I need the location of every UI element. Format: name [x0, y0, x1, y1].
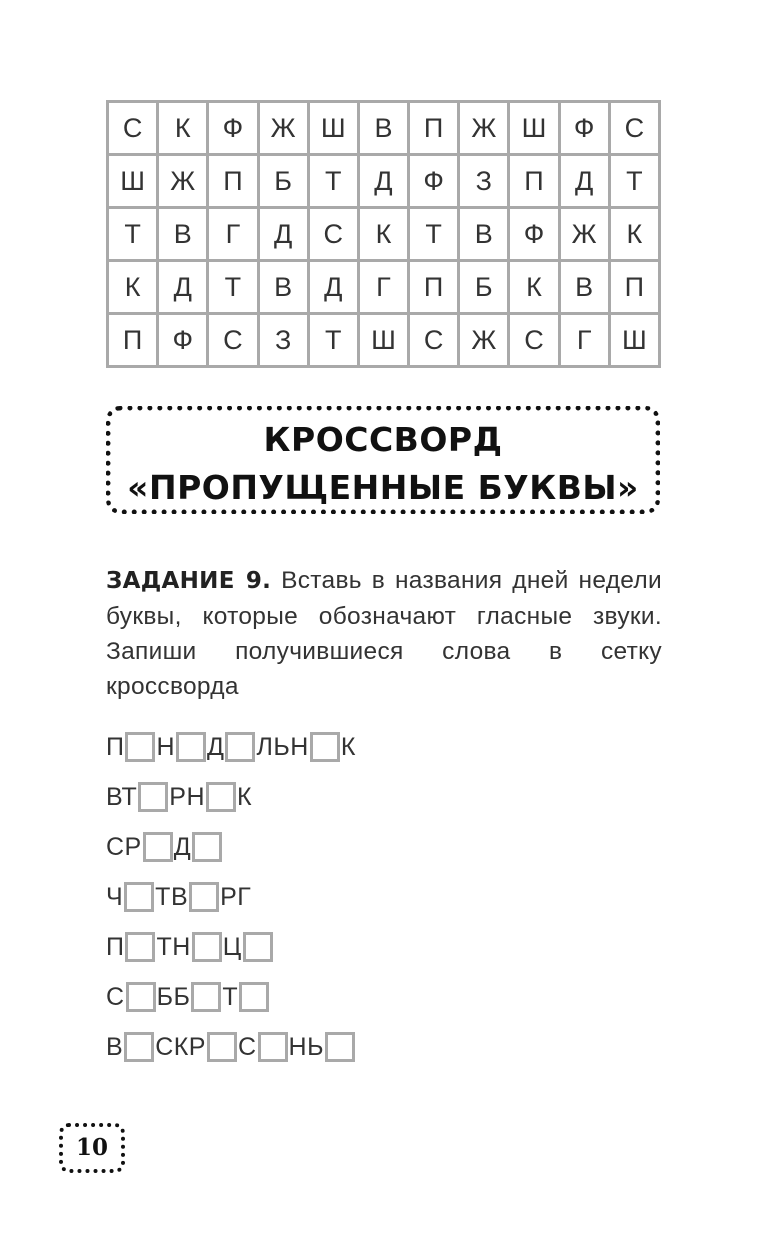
letter-blank-box[interactable]: [325, 1032, 355, 1062]
grid-row: [108, 102, 660, 155]
word-fragment: С: [237, 1032, 257, 1061]
crossword-title-box: [106, 406, 660, 514]
letter-blank-box[interactable]: [125, 732, 155, 762]
word-fragment: Н: [156, 732, 176, 761]
word-row: [106, 822, 356, 872]
letter-blank-box[interactable]: [138, 782, 168, 812]
grid-cell: С: [609, 102, 659, 155]
word-row: [106, 772, 356, 822]
grid-cell: В: [258, 261, 308, 314]
word-fragment: ЛЬН: [256, 732, 309, 761]
word-fragment: РГ: [220, 882, 252, 911]
title-line-2: «ПРОПУЩЕННЫЕ БУКВЫ»: [127, 468, 639, 507]
letter-blank-box[interactable]: [310, 732, 340, 762]
word-fragment: П: [106, 732, 125, 761]
grid-cell: П: [409, 261, 459, 314]
grid-cell: Ш: [108, 155, 158, 208]
grid-cell: Ф: [509, 208, 559, 261]
grid-cell: С: [208, 314, 258, 367]
word-list: [106, 722, 356, 1072]
word-fragment: П: [106, 932, 125, 961]
grid-cell: К: [108, 261, 158, 314]
grid-cell: Б: [459, 261, 509, 314]
word-fragment: ТН: [156, 932, 191, 961]
grid-cell: Т: [609, 155, 659, 208]
grid-cell: Д: [158, 261, 208, 314]
letter-blank-box[interactable]: [126, 982, 156, 1012]
word-fragment: НЬ: [288, 1032, 325, 1061]
word-fragment: В: [106, 1032, 124, 1061]
word-fragment: СР: [106, 832, 142, 861]
grid-cell: С: [108, 102, 158, 155]
letter-blank-box[interactable]: [207, 1032, 237, 1062]
grid-cell: Б: [258, 155, 308, 208]
grid-cell: Ж: [459, 102, 509, 155]
task-text: Вставь в названия дней недели буквы, которые обозначают гласные звуки. Запиши получившиеся слова в сетку кроссворда: [106, 567, 662, 700]
grid-cell: Ш: [509, 102, 559, 155]
grid-cell: Ж: [258, 102, 308, 155]
letter-blank-box[interactable]: [206, 782, 236, 812]
grid-cell: Д: [308, 261, 358, 314]
grid-cell: Д: [358, 155, 408, 208]
grid-cell: Т: [208, 261, 258, 314]
grid-cell: П: [509, 155, 559, 208]
grid-cell: В: [358, 102, 408, 155]
grid-cell: В: [459, 208, 509, 261]
letter-blank-box[interactable]: [258, 1032, 288, 1062]
word-row: [106, 722, 356, 772]
grid-cell: С: [509, 314, 559, 367]
letter-blank-box[interactable]: [125, 932, 155, 962]
grid-cell: Ш: [609, 314, 659, 367]
letter-blank-box[interactable]: [239, 982, 269, 1012]
grid-cell: Т: [308, 314, 358, 367]
grid-cell: С: [308, 208, 358, 261]
grid-cell: Ш: [308, 102, 358, 155]
word-fragment: ВТ: [106, 782, 138, 811]
grid-cell: П: [609, 261, 659, 314]
grid-cell: Ж: [158, 155, 208, 208]
grid-cell: В: [158, 208, 208, 261]
word-fragment: Д: [207, 732, 225, 761]
grid-cell: П: [208, 155, 258, 208]
grid-cell: К: [158, 102, 208, 155]
letter-blank-box[interactable]: [192, 832, 222, 862]
word-fragment: Т: [222, 982, 239, 1011]
letter-blank-box[interactable]: [124, 882, 154, 912]
grid-cell: К: [509, 261, 559, 314]
grid-cell: П: [409, 102, 459, 155]
page-number: 10: [59, 1123, 125, 1173]
word-fragment: С: [106, 982, 125, 1011]
word-row: [106, 922, 356, 972]
letter-blank-box[interactable]: [189, 882, 219, 912]
word-row: [106, 972, 356, 1022]
grid-cell: Д: [258, 208, 308, 261]
grid-cell: Ж: [459, 314, 509, 367]
letter-blank-box[interactable]: [225, 732, 255, 762]
grid-cell: Г: [358, 261, 408, 314]
word-fragment: ББ: [156, 982, 191, 1011]
word-fragment: Ч: [106, 882, 124, 911]
grid-cell: Д: [559, 155, 609, 208]
grid-row: [108, 314, 660, 367]
letter-blank-box[interactable]: [243, 932, 273, 962]
grid-cell: З: [258, 314, 308, 367]
grid-cell: Ш: [358, 314, 408, 367]
letter-grid: [106, 100, 661, 368]
word-fragment: Д: [173, 832, 192, 861]
grid-cell: Т: [308, 155, 358, 208]
grid-cell: Ф: [208, 102, 258, 155]
grid-cell: З: [459, 155, 509, 208]
grid-cell: К: [358, 208, 408, 261]
grid-cell: Г: [208, 208, 258, 261]
grid-cell: Ф: [158, 314, 208, 367]
word-fragment: Ц: [222, 932, 242, 961]
task-description: [106, 563, 662, 704]
letter-blank-box[interactable]: [124, 1032, 154, 1062]
grid-cell: К: [609, 208, 659, 261]
word-fragment: К: [237, 782, 253, 811]
word-fragment: К: [340, 732, 356, 761]
grid-cell: Ф: [559, 102, 609, 155]
letter-blank-box[interactable]: [143, 832, 173, 862]
grid-cell: В: [559, 261, 609, 314]
word-fragment: РН: [169, 782, 206, 811]
letter-blank-box[interactable]: [192, 932, 222, 962]
grid-cell: Ф: [409, 155, 459, 208]
grid-cell: Т: [409, 208, 459, 261]
letter-blank-box[interactable]: [191, 982, 221, 1012]
task-label: ЗАДАНИЕ 9.: [106, 568, 272, 594]
word-row: [106, 1022, 356, 1072]
grid-row: [108, 261, 660, 314]
letter-blank-box[interactable]: [176, 732, 206, 762]
word-fragment: ТВ: [155, 882, 189, 911]
grid-row: [108, 155, 660, 208]
title-line-1: КРОССВОРД: [263, 420, 503, 459]
grid-cell: Г: [559, 314, 609, 367]
grid-row: [108, 208, 660, 261]
grid-cell: Ж: [559, 208, 609, 261]
grid-cell: Т: [108, 208, 158, 261]
grid-cell: П: [108, 314, 158, 367]
word-fragment: СКР: [155, 1032, 206, 1061]
grid-cell: С: [409, 314, 459, 367]
word-row: [106, 872, 356, 922]
